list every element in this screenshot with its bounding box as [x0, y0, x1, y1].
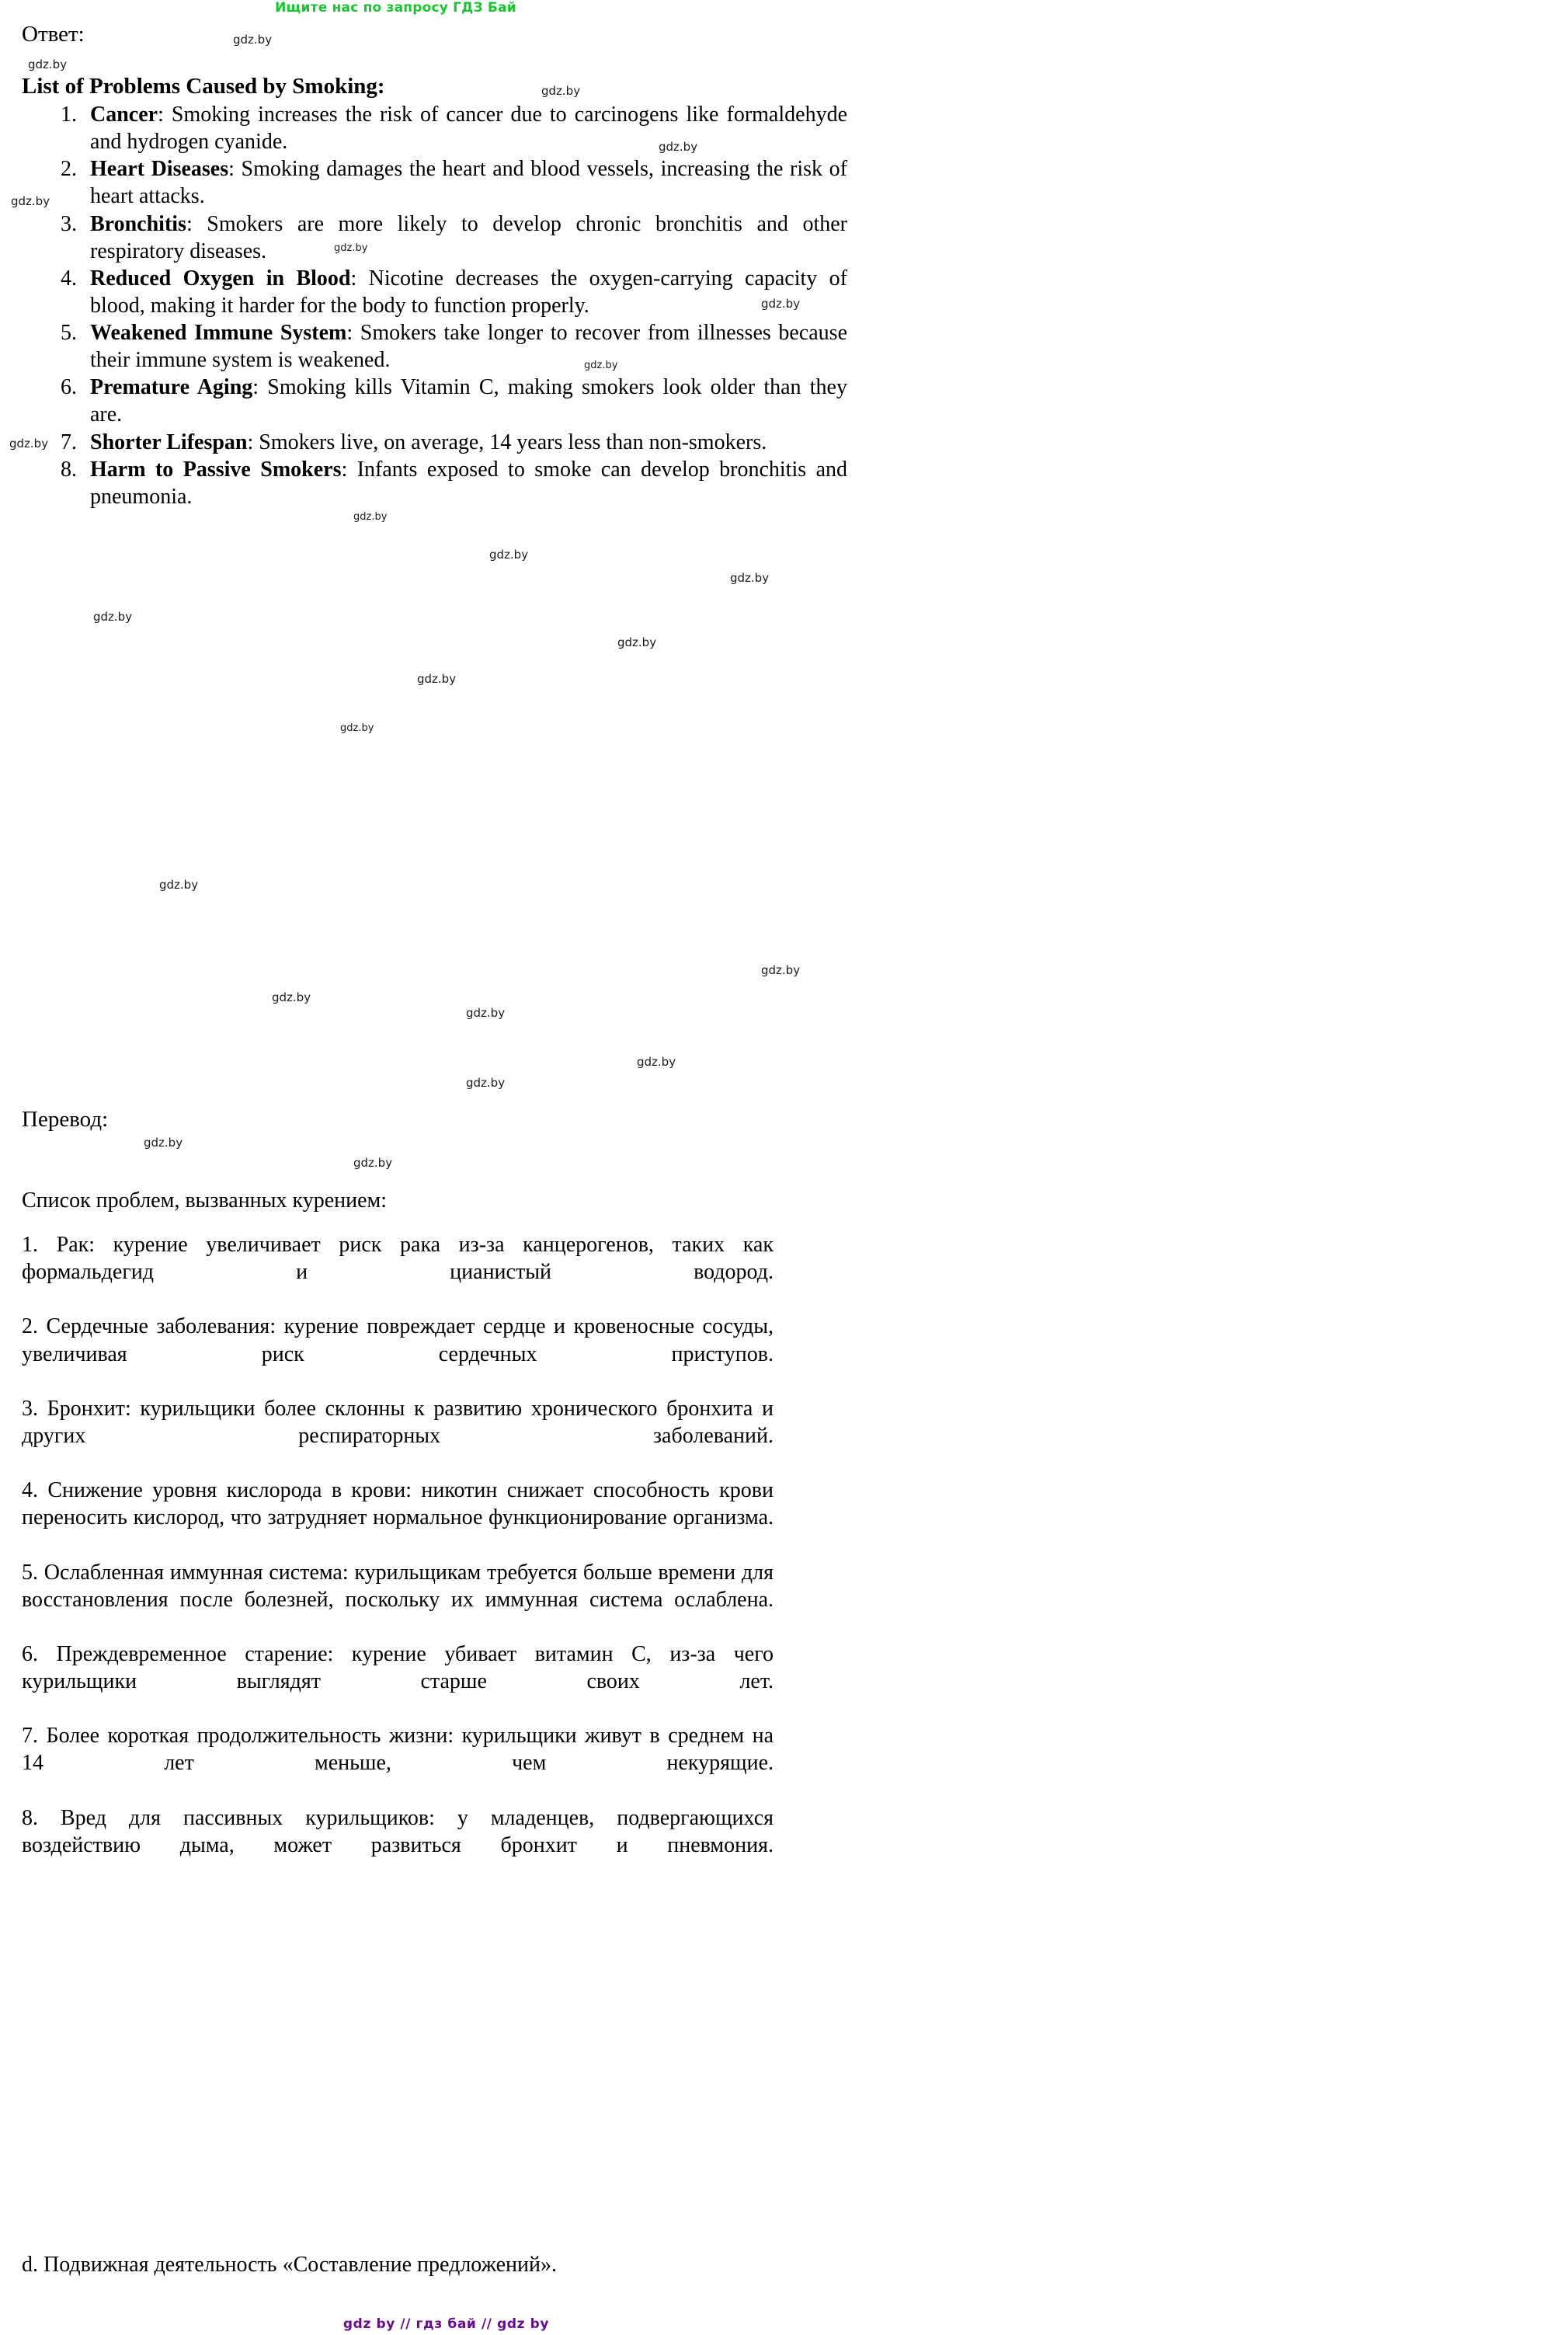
- english-item-term: Reduced Oxygen in Blood: [90, 266, 351, 291]
- translation-list-item: 5. Ослабленная иммунная система: курильщикам требуется больше времени для восстановления после болезней, поскольку их иммунная система ослаблена.: [22, 1560, 774, 1612]
- translation-problem-list: [22, 1231, 774, 1886]
- english-item-text: : Smoking kills Vitamin C, making smokers look older than they are.: [90, 375, 847, 427]
- translation-list-item: 3. Бронхит: курильщики более склонны к развитию хронического бронхита и других респираторных заболеваний.: [22, 1396, 774, 1448]
- gdz-watermark: gdz.by: [144, 1136, 183, 1150]
- translation-list-item: 1. Рак: курение увеличивает риск рака из-за канцерогенов, таких как формальдегид и цианистый водород.: [22, 1233, 774, 1285]
- gdz-watermark: gdz.by: [659, 140, 698, 154]
- gdz-watermark: gdz.by: [159, 878, 199, 892]
- gdz-watermark: gdz.by: [584, 360, 618, 371]
- english-item-term: Harm to Passive Smokers: [90, 457, 342, 482]
- english-item-term: Bronchitis: [90, 211, 186, 236]
- gdz-watermark: gdz.by: [9, 437, 49, 451]
- promo-text: Ищите нас по запросу ГДЗ Бай: [275, 0, 516, 16]
- english-list-title: List of Problems Caused by Smoking:: [22, 74, 385, 99]
- english-item-term: Premature Aging: [90, 375, 253, 400]
- english-item-text: : Smoking increases the risk of cancer due to carcinogens like formaldehyde and hydrogen cyanide.: [90, 103, 847, 155]
- english-item-term: Weakened Immune System: [90, 321, 347, 345]
- gdz-watermark: gdz.by: [541, 84, 581, 98]
- translation-intro: Список проблем, вызванных курением:: [22, 1188, 388, 1213]
- gdz-watermark: gdz.by: [466, 1006, 506, 1020]
- english-list-item: [82, 101, 847, 155]
- english-list-item: [82, 211, 847, 265]
- english-list-item: [82, 319, 847, 374]
- gdz-watermark: gdz.by: [466, 1076, 506, 1090]
- gdz-watermark: gdz.by: [761, 963, 801, 977]
- english-problem-list: [22, 101, 847, 510]
- translation-list-item: 2. Сердечные заболевания: курение повреждает сердце и кровеносные сосуды, увеличивая риск сердечных приступов.: [22, 1314, 774, 1366]
- gdz-watermark: gdz.by: [334, 242, 368, 254]
- english-item-term: Shorter Lifespan: [90, 430, 248, 454]
- english-list-item: [82, 374, 847, 428]
- english-item-term: Heart Diseases: [90, 157, 229, 182]
- english-list-item: [82, 155, 847, 210]
- gdz-watermark: gdz.by: [353, 511, 388, 523]
- next-task-line: d. Подвижная деятельность «Составление предложений».: [22, 2253, 557, 2277]
- answer-label: Ответ:: [22, 22, 85, 47]
- gdz-watermark: gdz.by: [761, 297, 801, 311]
- english-list-item: [82, 456, 847, 510]
- translation-list-item: 6. Преждевременное старение: курение убивает витамин C, из-за чего курильщики выглядят старше своих лет.: [22, 1641, 774, 1693]
- gdz-watermark: gdz.by: [730, 571, 770, 585]
- gdz-watermark: gdz.by: [417, 672, 457, 686]
- english-item-text: : Nicotine decreases the oxygen-carrying capacity of blood, making it harder for the body to function properly.: [90, 266, 847, 318]
- english-item-text: : Smokers take longer to recover from illnesses because their immune system is weakened.: [90, 321, 848, 373]
- english-item-text: : Smokers live, on average, 14 years less than non-smokers.: [247, 430, 767, 454]
- gdz-watermark: gdz.by: [489, 548, 529, 562]
- gdz-watermark: gdz.by: [340, 722, 374, 734]
- english-item-text: : Smoking damages the heart and blood vessels, increasing the risk of heart attacks.: [90, 157, 847, 209]
- translation-list-item: 8. Вред для пассивных курильщиков: у младенцев, подвергающихся воздействию дыма, может развиться бронхит и пневмония.: [22, 1805, 774, 1857]
- footer-banner: [0, 2316, 791, 2332]
- gdz-watermark: gdz.by: [28, 57, 68, 71]
- translation-list-item: 7. Более короткая продолжительность жизни: курильщики живут в среднем на 14 лет меньше, чем некурящие.: [22, 1724, 774, 1776]
- english-item-text: : Smokers are more likely to develop chronic bronchitis and other respiratory diseases.: [90, 211, 847, 263]
- gdz-watermark: gdz.by: [272, 990, 311, 1004]
- english-item-term: Cancer: [90, 103, 158, 127]
- gdz-watermark: gdz.by: [353, 1156, 393, 1170]
- gdz-watermark: gdz.by: [637, 1055, 676, 1069]
- gdz-watermark: gdz.by: [233, 33, 273, 47]
- english-list-item: [82, 265, 847, 319]
- promo-banner: [0, 0, 791, 16]
- translation-label: Перевод:: [22, 1107, 109, 1132]
- gdz-watermark: gdz.by: [93, 610, 133, 624]
- gdz-watermark: gdz.by: [617, 635, 657, 649]
- english-list-item: [82, 429, 847, 456]
- translation-list-item: 4. Снижение уровня кислорода в крови: никотин снижает способность крови переносить кислород, что затрудняет нормальное функционирование организма.: [22, 1478, 774, 1530]
- footer-text: gdz by // гдз бай // gdz by: [342, 2316, 550, 2332]
- english-item-text: : Infants exposed to smoke can develop bronchitis and pneumonia.: [90, 457, 847, 509]
- gdz-watermark: gdz.by: [11, 194, 50, 208]
